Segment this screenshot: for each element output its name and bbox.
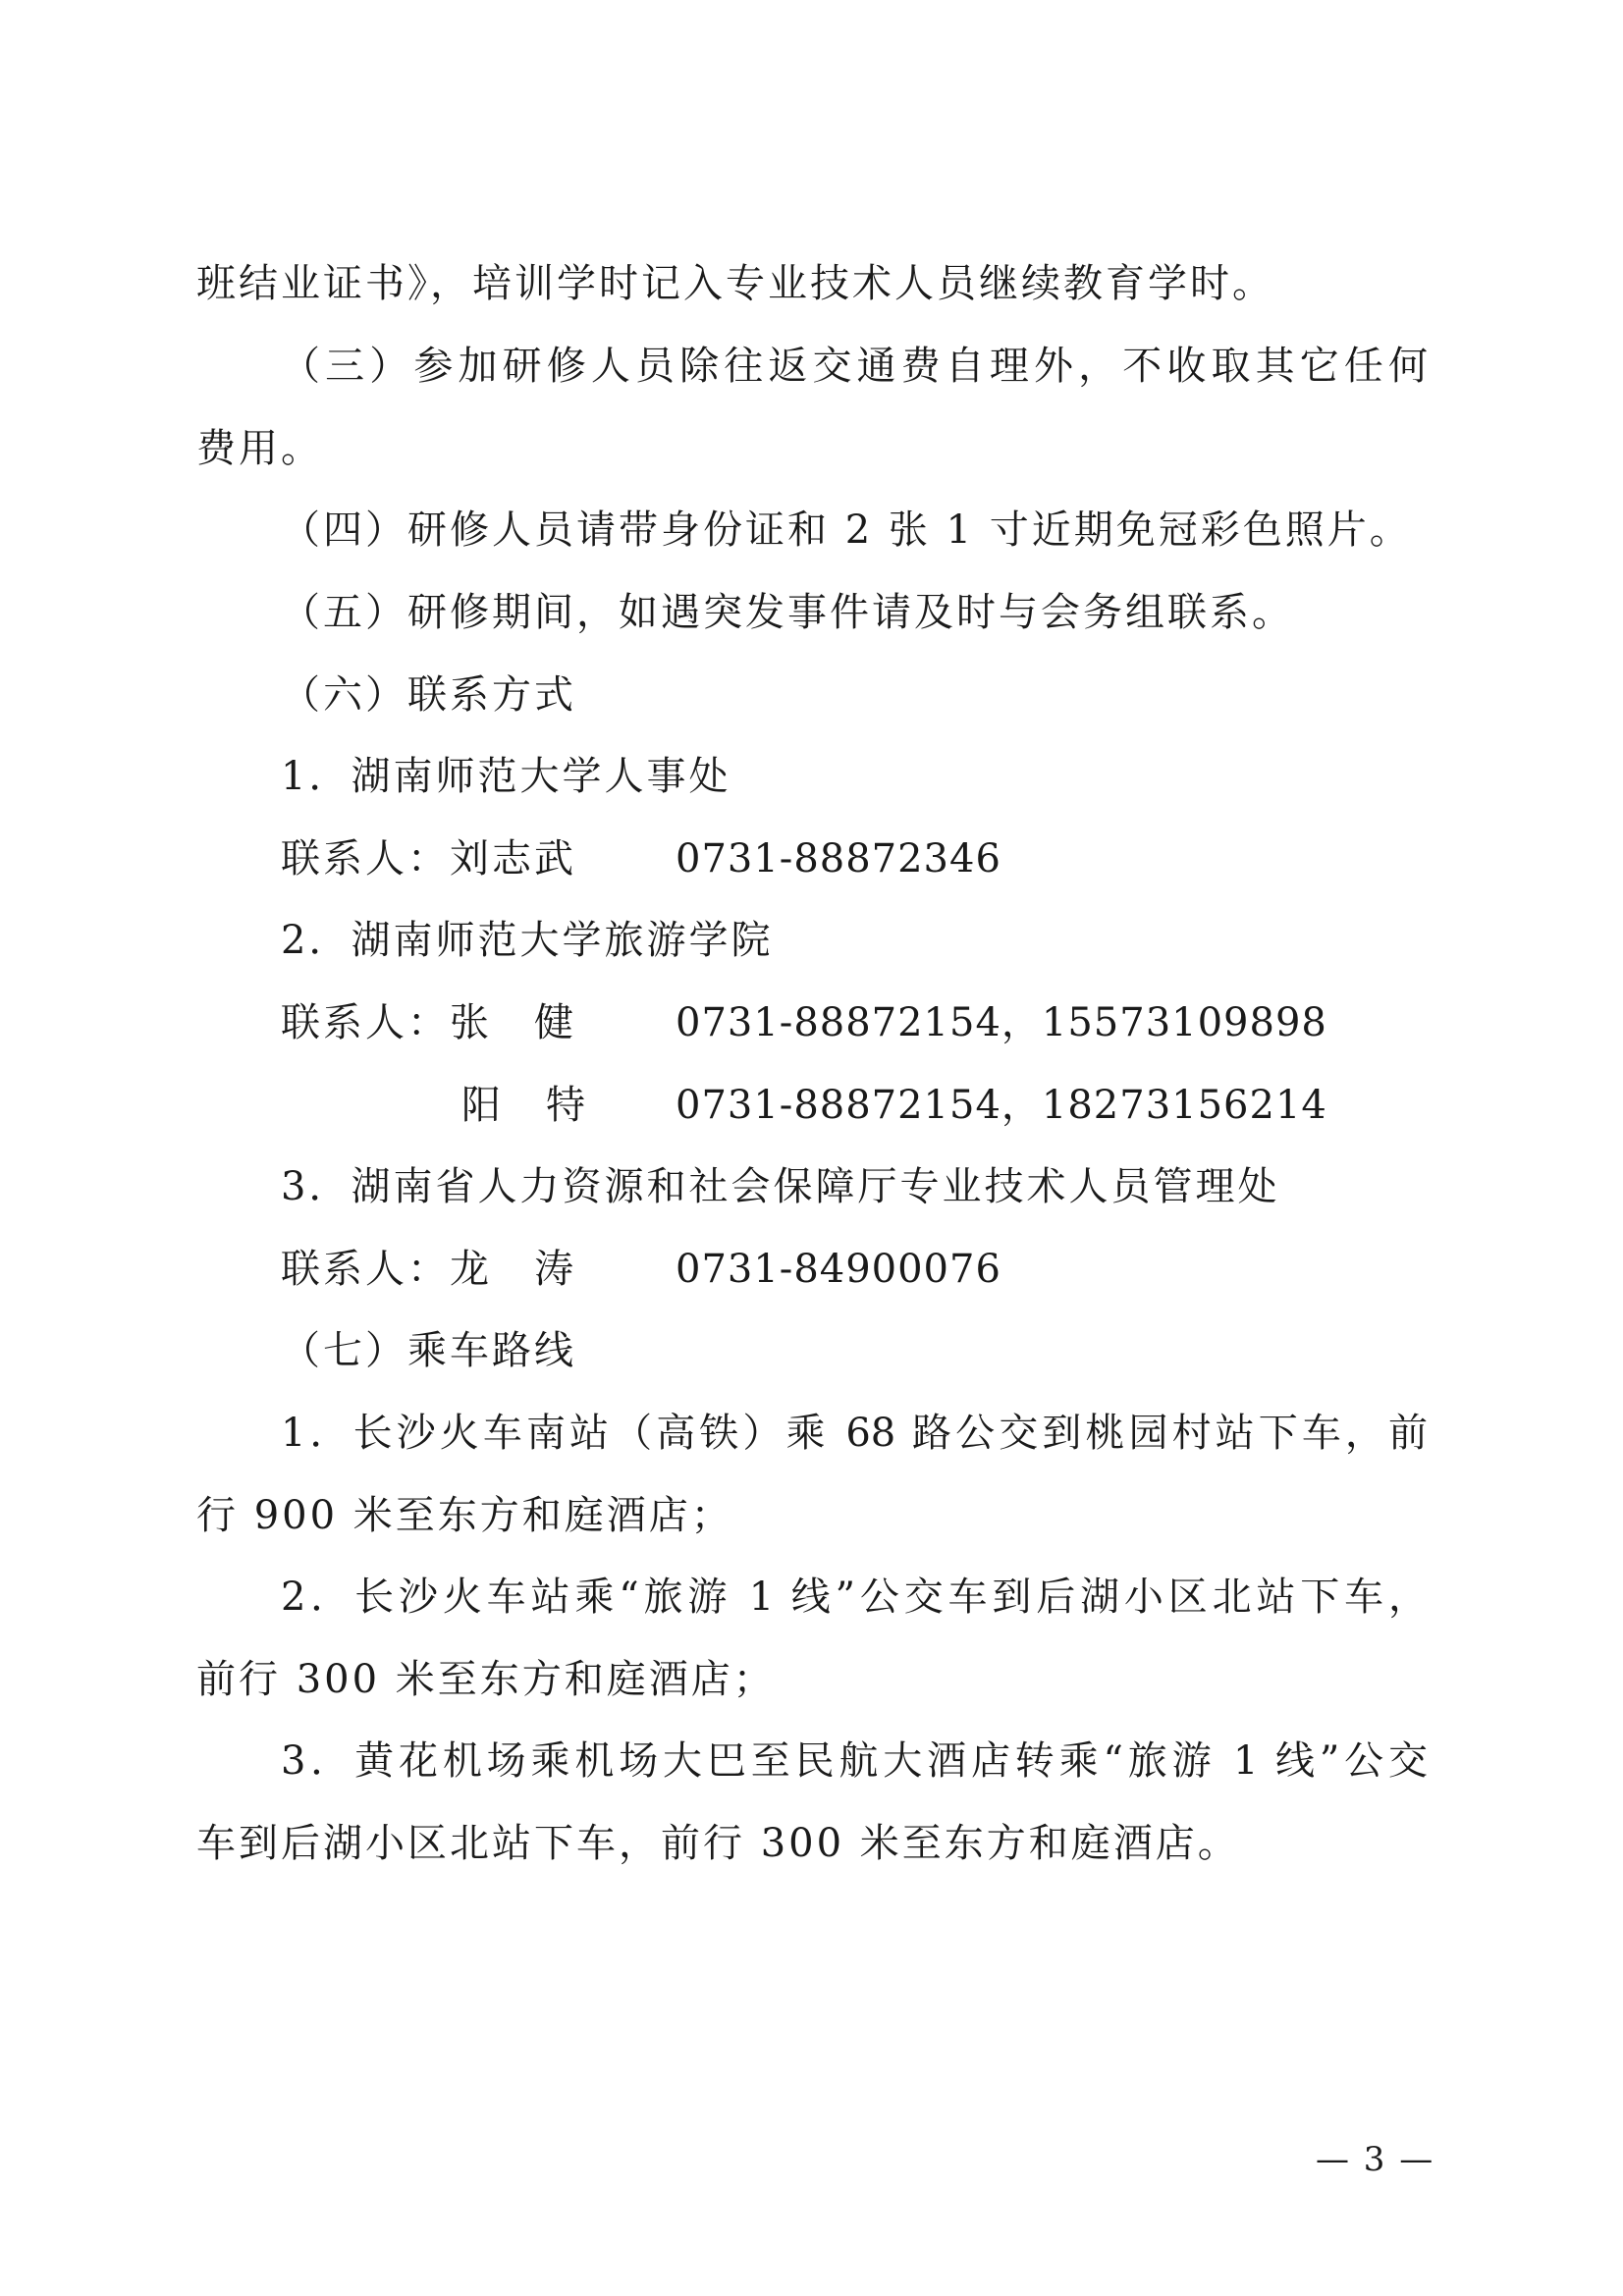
contact-org-3: 3．湖南省人力资源和社会保障厅专业技术人员管理处 xyxy=(281,1164,1280,1209)
item-3-line-2: 费用。 xyxy=(196,426,323,471)
contact-org-2: 2．湖南师范大学旅游学院 xyxy=(281,918,774,963)
contact-phone: 0731-88872154，18273156214 xyxy=(676,1083,1327,1128)
item-4: （四）研修人员请带身份证和 2 张 1 寸近期免冠彩色照片。 xyxy=(281,507,1412,553)
route-3-line-1: 3．黄花机场乘机场大巴至民航大酒店转乘“旅游 1 线”公交 xyxy=(281,1738,1428,1784)
route-2-line-1: 2．长沙火车站乘“旅游 1 线”公交车到后湖小区北站下车， xyxy=(281,1575,1428,1620)
contact-row-2b xyxy=(0,1080,1623,1131)
contact-phone: 0731-88872346 xyxy=(676,836,1001,881)
route-1-line-2: 行 900 米至东方和庭酒店； xyxy=(196,1493,733,1538)
item-7-heading: （七）乘车路线 xyxy=(281,1328,576,1373)
contact-person: 联系人：张 健 xyxy=(281,1000,576,1045)
item-3-line-1: （三）参加研修人员除往返交通费自理外，不收取其它任何 xyxy=(281,344,1428,389)
route-1-line-1: 1．长沙火车南站（高铁）乘 68 路公交到桃园村站下车，前 xyxy=(281,1411,1428,1456)
contact-row-3 xyxy=(0,1244,1623,1295)
contact-phone: 0731-84900076 xyxy=(676,1247,1001,1292)
contact-person: 联系人：刘志武 xyxy=(281,836,576,881)
item-5: （五）研修期间，如遇突发事件请及时与会务组联系。 xyxy=(281,590,1294,635)
contact-phone: 0731-88872154，15573109898 xyxy=(676,1000,1327,1045)
contact-org-1: 1．湖南师范大学人事处 xyxy=(281,754,731,799)
contact-person: 联系人：龙 涛 xyxy=(281,1247,576,1292)
contact-row-2a xyxy=(0,997,1623,1048)
route-3-line-2: 车到后湖小区北站下车，前行 300 米至东方和庭酒店。 xyxy=(196,1821,1240,1866)
item-6-heading: （六）联系方式 xyxy=(281,672,576,718)
contact-person: 阳 特 xyxy=(461,1083,588,1128)
contact-row-1 xyxy=(0,833,1623,884)
paragraph-line: 班结业证书》，培训学时记入专业技术人员继续教育学时。 xyxy=(196,261,1274,306)
page-number: — 3 — xyxy=(1316,2140,1435,2179)
route-2-line-2: 前行 300 米至东方和庭酒店； xyxy=(196,1657,776,1702)
